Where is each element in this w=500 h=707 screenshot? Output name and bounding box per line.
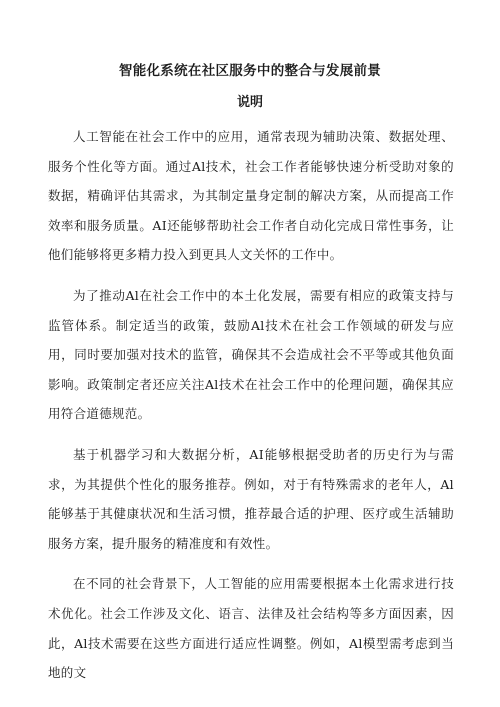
body-paragraph: 基于机器学习和大数据分析，AI能够根据受助者的历史行为与需求，为其提供个性化的服务推荐。例如，对于有特殊需求的老年人，Al能够基于其健康状况和生活习惯，推荐最合适的护理、医疗或生活辅助服务方案，提升服务的精准度和有效性。	[48, 446, 454, 551]
body-paragraph: 人工智能在社会工作中的应用，通常表现为辅助决策、数据处理、服务个性化等方面。通过Al技术，社会工作者能够快速分析受助对象的数据，精确评估其需求，为其制定量身定制的解决方案，从而提高工作效率和服务质量。AI还能够帮助社会工作者自动化完成日常性事务，让他们能够将更多精力投入到更具人文关怀的工作中。	[48, 129, 454, 263]
document-title: 智能化系统在社区服务中的整合与发展前景	[118, 63, 382, 79]
body-paragraph: 为了推动Al在社会工作中的本土化发展，需要有相应的政策支持与监管体系。制定适当的政策，鼓励Al技术在社会工作领域的研发与应用，同时要加强对技术的监管，确保其不会造成社会不平等或其他负面影响。政策制定者还应关注Al技术在社会工作中的伦理问题，确保其应用符合道德规范。	[48, 287, 454, 422]
document-subtitle: 说明	[236, 95, 263, 110]
document-body	[48, 122, 454, 699]
body-paragraph: 在不同的社会背景下，人工智能的应用需要根据本土化需求进行技术优化。社会工作涉及文化、语言、法律及社会结构等多方面因素，因此，Al技术需要在这些方面进行适应性调整。例如，Al模型需考虑到当地的文	[48, 576, 454, 681]
